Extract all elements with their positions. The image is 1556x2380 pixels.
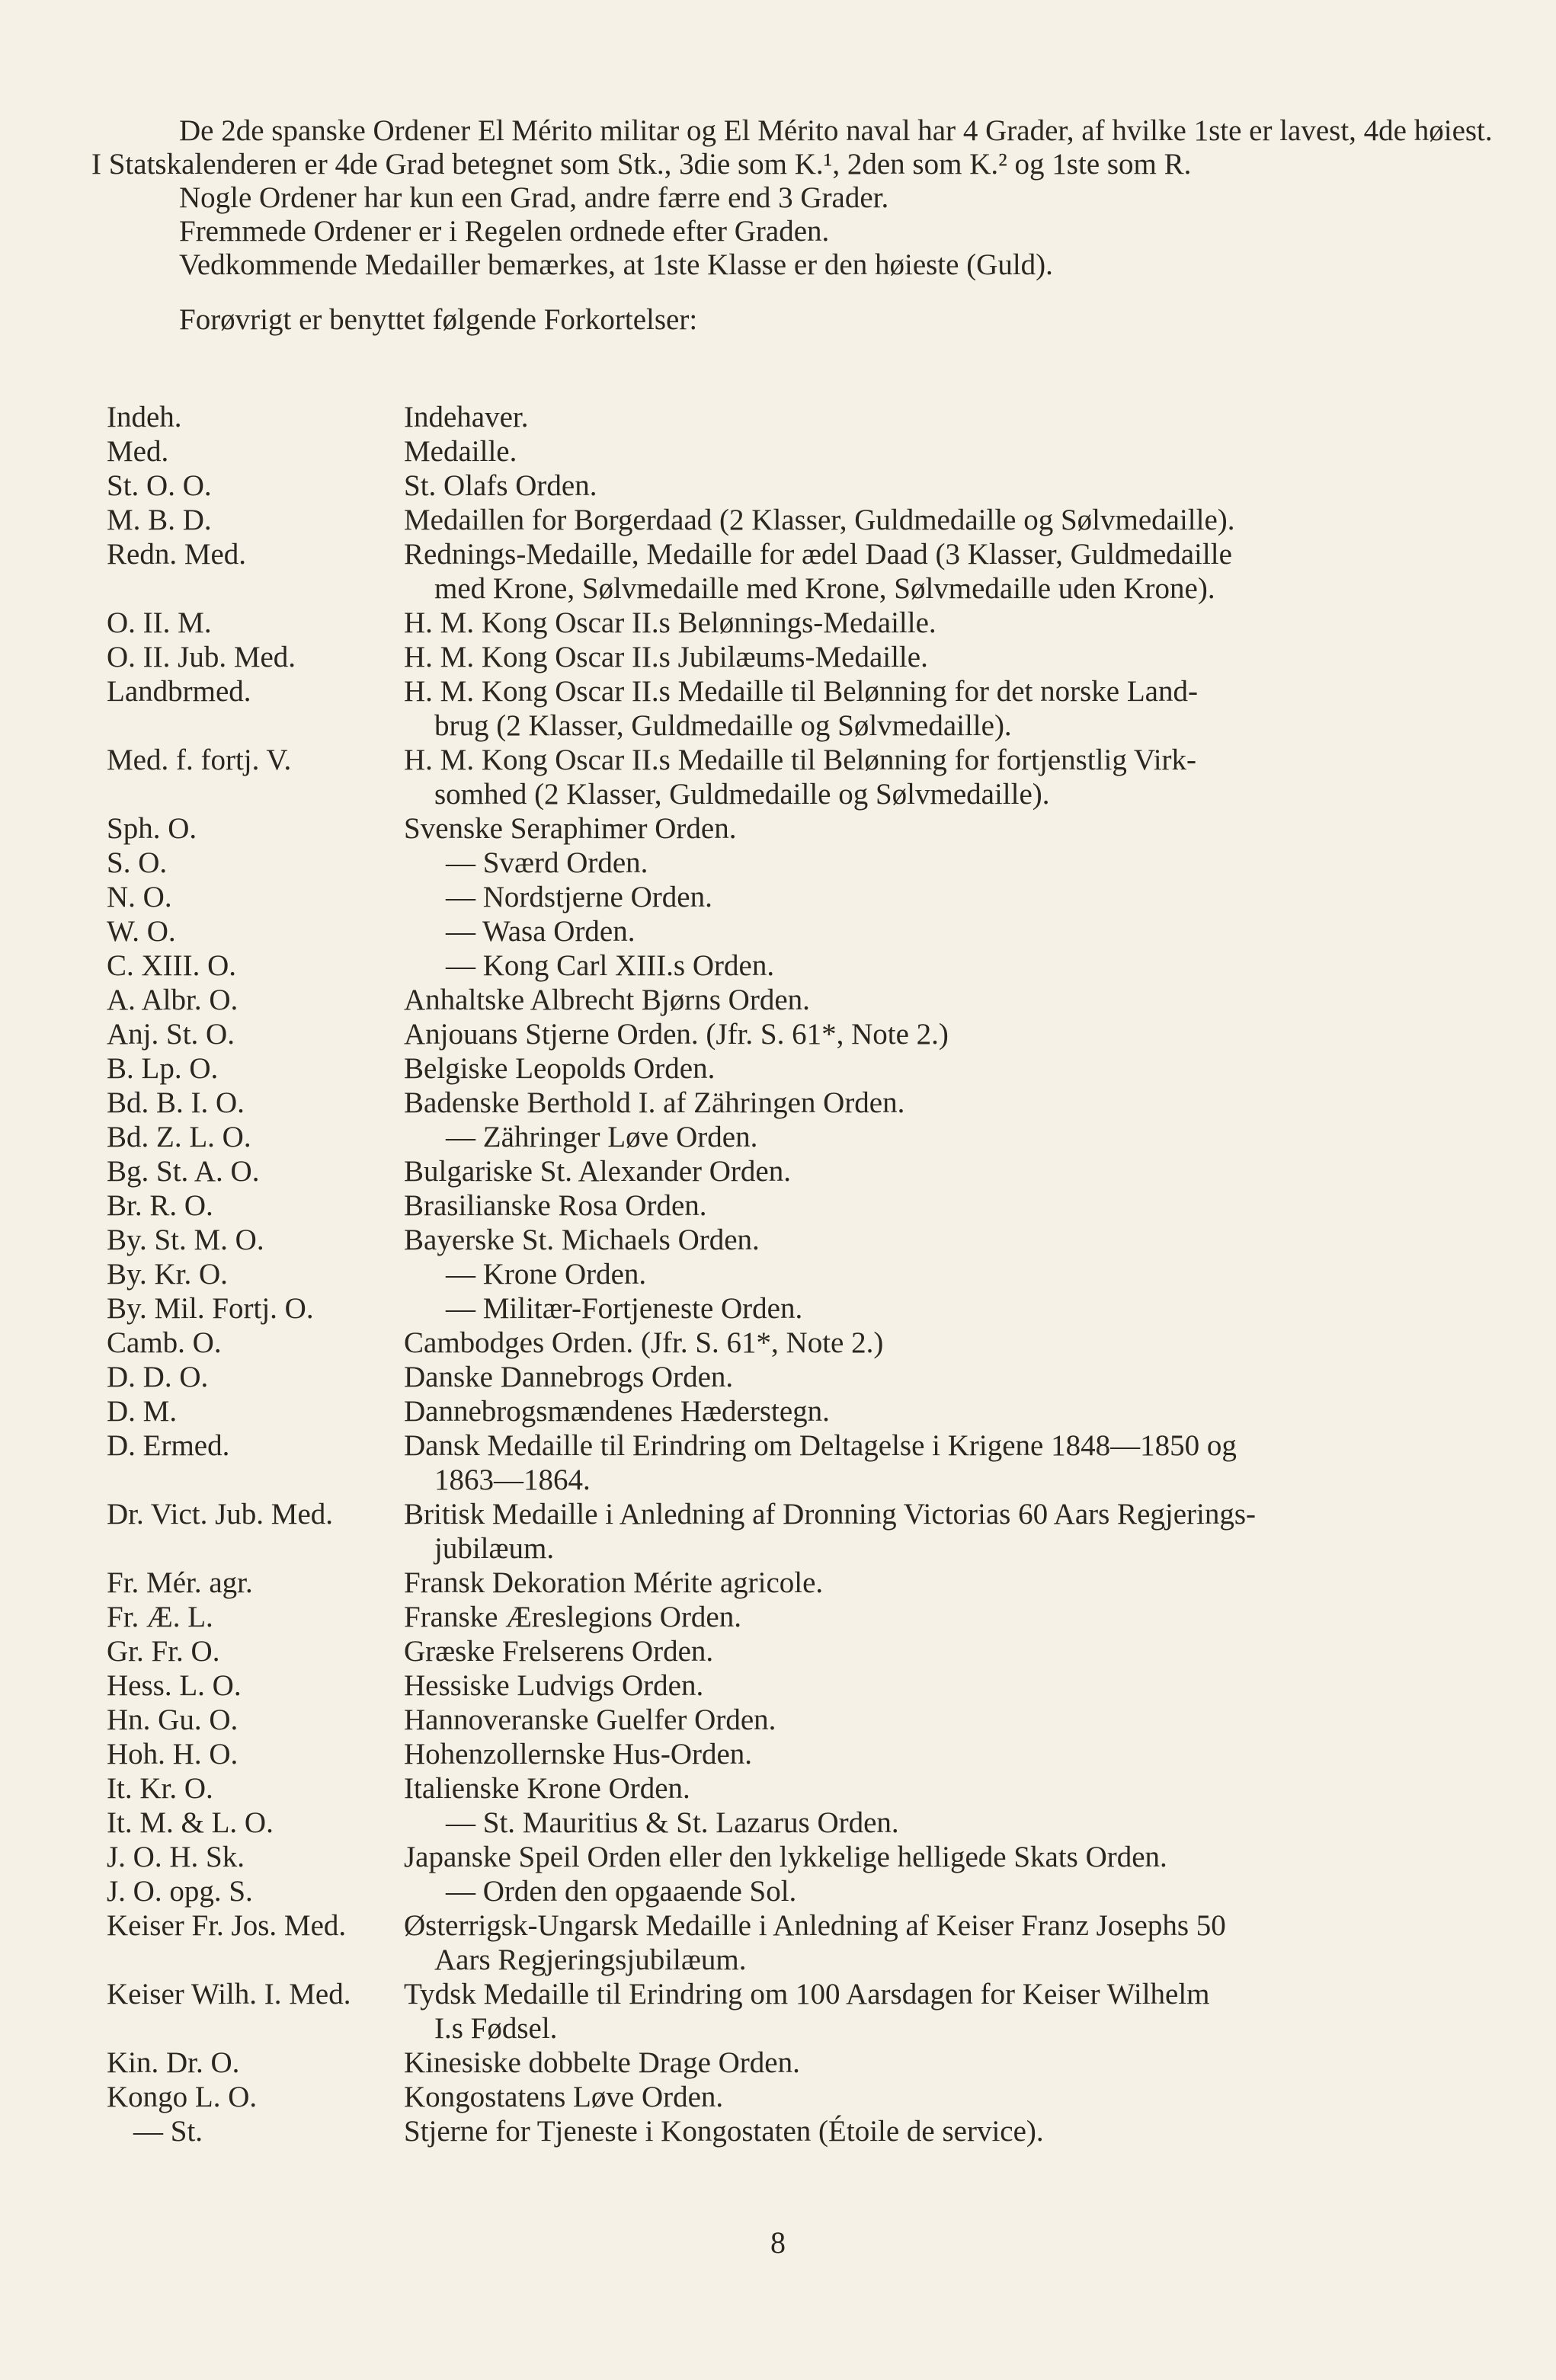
definition-text: — Nordstjerne Orden. [446,881,712,913]
abbreviation-row [91,948,1501,983]
definition-text: — Militær-Fortjeneste Orden. [446,1292,803,1325]
abbreviation-row [91,1188,1501,1223]
definition-text: Stjerne for Tjeneste i Kongostaten (Étoile de service). [404,2115,1044,2148]
abbreviation-row [91,400,1501,434]
abbreviation-definition [404,948,1501,983]
abbreviation: Landbrmed. [107,675,251,708]
definition-text: Indehaver. [404,401,529,433]
definition-text: Anjouans Stjerne Orden. (Jfr. S. 61*, Note 2.) [404,1018,949,1051]
abbreviation: Keiser Fr. Jos. Med. [107,1909,347,1942]
definition-text: — Sværd Orden. [446,846,648,879]
definition-text: Cambodges Orden. (Jfr. S. 61*, Note 2.) [404,1326,884,1359]
definition-text: H. M. Kong Oscar II.s Medaille til Belønning for det norske Land- [404,675,1198,708]
abbreviation-row [91,503,1501,537]
abbreviation: Br. R. O. [107,1189,213,1222]
definition-text: Svenske Seraphimer Orden. [404,812,737,845]
definition-text: Dannebrogsmændenes Hæderstegn. [404,1395,830,1428]
abbreviation-row [91,880,1501,914]
intro-paragraph-medals: Vedkommende Medailler bemærkes, at 1ste Klasse er den høieste (Guld). [179,248,1053,281]
abbreviation: By. Kr. O. [107,1258,228,1291]
abbreviation-row [91,434,1501,469]
abbreviation: D. Ermed. [107,1429,230,1462]
abbreviation-row [91,1703,1501,1737]
abbreviation-row [91,1668,1501,1703]
definition-text: Belgiske Leopolds Orden. [404,1052,716,1085]
abbreviation-row [91,2046,1501,2080]
intro-paragraph-foreign: Fremmede Ordener er i Regelen ordnede efter Graden. [179,215,830,248]
abbreviation: D. D. O. [107,1361,209,1393]
definition-text: Hohenzollernske Hus-Orden. [404,1738,753,1771]
abbreviation-row [91,1977,1501,2046]
abbreviation: Indeh. [107,401,182,433]
abbreviation-row [91,1326,1501,1360]
abbreviation-definition [404,1223,1501,1257]
abbreviation-row [91,846,1501,880]
abbreviation-definition [404,880,1501,914]
abbreviation-row [91,640,1501,674]
abbreviation-definition [404,1051,1501,1086]
definition-text: H. M. Kong Oscar II.s Medaille til Belønning for fortjenstlig Virk- [404,744,1197,776]
abbreviation: Keiser Wilh. I. Med. [107,1978,351,2011]
definition-text: Hessiske Ludvigs Orden. [404,1669,704,1702]
abbreviation: By. St. M. O. [107,1224,264,1256]
abbreviation-definition [404,503,1501,537]
abbreviation-definition [404,1120,1501,1154]
definition-text: Hannoveranske Guelfer Orden. [404,1703,776,1736]
abbreviation: J. O. opg. S. [107,1875,253,1908]
definition-text: Italienske Krone Orden. [404,1772,690,1805]
abbreviation-row [91,914,1501,948]
abbreviation-definition [404,1600,1501,1634]
definition-continuation: I.s Fødsel. [434,2012,558,2045]
abbreviation-definition [404,1908,1501,1977]
abbreviation-definition [404,537,1501,606]
abbreviation-row [91,1120,1501,1154]
abbreviation-definition [404,1394,1501,1428]
abbreviation-definition [404,1360,1501,1394]
definition-text: Tydsk Medaille til Erindring om 100 Aarsdagen for Keiser Wilhelm [404,1978,1210,2011]
abbreviation: St. O. O. [107,469,212,502]
definition-text: Bayerske St. Michaels Orden. [404,1224,760,1256]
definition-text: Fransk Dekoration Mérite agricole. [404,1566,824,1599]
definition-text: Franske Æreslegions Orden. [404,1601,741,1633]
abbreviation-row [91,1086,1501,1120]
abbreviation-definition [404,1566,1501,1600]
definition-text: Brasilianske Rosa Orden. [404,1189,707,1222]
abbreviation: W. O. [107,915,176,948]
abbreviation-definition [404,469,1501,503]
abbreviation: C. XIII. O. [107,949,237,982]
intro-paragraph-grades: Nogle Ordener har kun een Grad, andre færre end 3 Grader. [179,181,889,214]
definition-continuation: Aars Regjeringsjubilæum. [434,1943,747,1976]
definition-continuation: brug (2 Klasser, Guldmedaille og Sølvmedaille). [434,709,1012,742]
abbreviation: B. Lp. O. [107,1052,219,1085]
definition-text: — Kong Carl XIII.s Orden. [446,949,775,982]
definition-text: Rednings-Medaille, Medaille for ædel Daad (3 Klasser, Guldmedaille [404,538,1232,571]
abbreviation-row [91,674,1501,743]
abbreviation-definition [404,846,1501,880]
abbreviation-definition [404,1017,1501,1051]
abbreviation: Med. f. fortj. V. [107,744,292,776]
definition-text: Japanske Speil Orden eller den lykkelige helligede Skats Orden. [404,1841,1167,1873]
abbreviation: Camb. O. [107,1326,222,1359]
abbreviation: D. M. [107,1395,178,1428]
abbreviation-row [91,1874,1501,1908]
abbreviation-definition [404,983,1501,1017]
abbreviation-row [91,1017,1501,1051]
abbreviation: M. B. D. [107,504,212,536]
definition-text: Medaille. [404,435,517,468]
abbreviation: Hn. Gu. O. [107,1703,239,1736]
abbreviation: Kin. Dr. O. [107,2046,240,2079]
abbreviation-definition [404,434,1501,469]
abbreviation: It. M. & L. O. [107,1806,274,1839]
abbreviation: S. O. [107,846,168,879]
abbreviation-definition [404,1840,1501,1874]
abbreviation: It. Kr. O. [107,1772,213,1805]
abbreviation-row [91,983,1501,1017]
intro-paragraph-orders: De 2de spanske Ordener El Mérito militar og El Mérito naval har 4 Grader, af hvilke 1ste er lavest, 4de høiest. I Statskalenderen er 4de Grad betegnet som Stk., 3die som K.¹, 2den som K.² og 1ste som R. [91,114,1493,181]
abbreviation-row [91,1806,1501,1840]
definition-continuation: jubilæum. [434,1532,555,1565]
abbreviation-definition [404,1326,1501,1360]
abbreviation: Dr. Vict. Jub. Med. [107,1498,334,1531]
abbreviation-definition [404,1257,1501,1291]
definition-text: — Krone Orden. [446,1258,647,1291]
abbreviation-definition [404,674,1501,743]
definition-text: Badenske Berthold I. af Zähringen Orden. [404,1086,905,1119]
abbreviation: Bd. Z. L. O. [107,1121,251,1153]
definition-text: — Wasa Orden. [446,915,636,948]
abbreviation-row [91,1428,1501,1497]
abbreviation-definition [404,2114,1501,2148]
abbreviation: N. O. [107,881,172,913]
abbreviation-definition [404,1977,1501,2046]
definition-text: H. M. Kong Oscar II.s Jubilæums-Medaille. [404,641,928,673]
abbreviation-definition [404,1703,1501,1737]
abbreviation: Bd. B. I. O. [107,1086,245,1119]
abbreviation-row [91,1600,1501,1634]
abbreviation-definition [404,400,1501,434]
abbreviation-row [91,537,1501,606]
abbreviation-row [91,469,1501,503]
definition-text: Græske Frelserens Orden. [404,1635,714,1668]
abbreviation-definition [404,2080,1501,2114]
abbreviation-definition [404,1668,1501,1703]
abbreviation: Sph. O. [107,812,197,845]
abbreviation-row [91,811,1501,846]
abbreviation-row [91,1257,1501,1291]
abbreviation-definition [404,1874,1501,1908]
abbreviation-definition [404,2046,1501,2080]
abbreviation: Kongo L. O. [107,2081,258,2113]
abbreviation: O. II. Jub. Med. [107,641,296,673]
abbreviation-row [91,1908,1501,1977]
abbreviation-definition [404,1086,1501,1120]
definition-text: — St. Mauritius & St. Lazarus Orden. [446,1806,899,1839]
abbreviation: Redn. Med. [107,538,247,571]
abbreviation-definition [404,1737,1501,1771]
abbreviation-definition [404,1771,1501,1806]
abbreviation: O. II. M. [107,606,212,639]
abbreviation-row [91,1394,1501,1428]
abbreviation-row [91,1291,1501,1326]
definition-text: Dansk Medaille til Erindring om Deltagelse i Krigene 1848—1850 og [404,1429,1237,1462]
abbreviation: Hoh. H. O. [107,1738,239,1771]
abbreviation: Fr. Mér. agr. [107,1566,253,1599]
abbreviation-row [91,1771,1501,1806]
abbreviation-row [91,743,1501,811]
abbreviation-definition [404,743,1501,811]
definition-continuation: somhed (2 Klasser, Guldmedaille og Sølvmedaille). [434,778,1050,811]
abbreviation-definition [404,1154,1501,1188]
abbreviation: Anj. St. O. [107,1018,235,1051]
abbreviation-definition [404,1497,1501,1566]
page-number: 8 [770,2225,786,2260]
abbreviation-row [91,1051,1501,1086]
definition-continuation: med Krone, Sølvmedaille med Krone, Sølvmedaille uden Krone). [434,572,1215,605]
definition-text: St. Olafs Orden. [404,469,597,502]
definition-text: Bulgariske St. Alexander Orden. [404,1155,791,1188]
definition-text: Danske Dannebrogs Orden. [404,1361,734,1393]
definition-text: Anhaltske Albrecht Bjørns Orden. [404,984,810,1016]
intro-text [91,114,1501,337]
abbreviation-row [91,1634,1501,1668]
abbreviation: Bg. St. A. O. [107,1155,260,1188]
abbreviation-definition [404,1428,1501,1497]
abbreviation: J. O. H. Sk. [107,1841,245,1873]
abbreviation-row [91,1497,1501,1566]
abbreviation-row [91,1360,1501,1394]
abbreviation-definition [404,1188,1501,1223]
abbreviation-definition [404,811,1501,846]
definition-text: Britisk Medaille i Anledning af Dronning Victorias 60 Aars Regjerings- [404,1498,1257,1531]
abbreviation: Fr. Æ. L. [107,1601,213,1633]
abbreviation-definition [404,606,1501,640]
abbreviation: A. Albr. O. [107,984,239,1016]
abbreviation-definition [404,640,1501,674]
abbreviation: Gr. Fr. O. [107,1635,220,1668]
abbreviation-definition [404,914,1501,948]
definition-text: — Orden den opgaaende Sol. [446,1875,797,1908]
abbreviation: — St. [133,2115,203,2148]
abbreviation: Med. [107,435,169,468]
abbreviation-row [91,2114,1501,2148]
abbreviation-row [91,2080,1501,2114]
abbreviation-row [91,1737,1501,1771]
abbreviation-row [91,606,1501,640]
abbreviation: By. Mil. Fortj. O. [107,1292,314,1325]
definition-text: Kinesiske dobbelte Drage Orden. [404,2046,800,2079]
abbreviation-row [91,1223,1501,1257]
abbreviation-row [91,1840,1501,1874]
abbreviation-definition [404,1291,1501,1326]
abbreviation: Hess. L. O. [107,1669,242,1702]
abbreviation-row [91,1566,1501,1600]
definition-text: Østerrigsk-Ungarsk Medaille i Anledning af Keiser Franz Josephs 50 [404,1909,1226,1942]
definition-continuation: 1863—1864. [434,1464,591,1496]
definition-text: — Zähringer Løve Orden. [446,1121,758,1153]
abbreviation-row [91,1154,1501,1188]
intro-paragraph-abbreviations: Forøvrigt er benyttet følgende Forkortelser: [179,303,698,336]
definition-text: Medaillen for Borgerdaad (2 Klasser, Guldmedaille og Sølvmedaille). [404,504,1235,536]
abbreviation-definition [404,1806,1501,1840]
definition-text: H. M. Kong Oscar II.s Belønnings-Medaille. [404,606,936,639]
abbreviation-definition [404,1634,1501,1668]
definition-text: Kongostatens Løve Orden. [404,2081,724,2113]
abbreviation-list [91,400,1501,2148]
